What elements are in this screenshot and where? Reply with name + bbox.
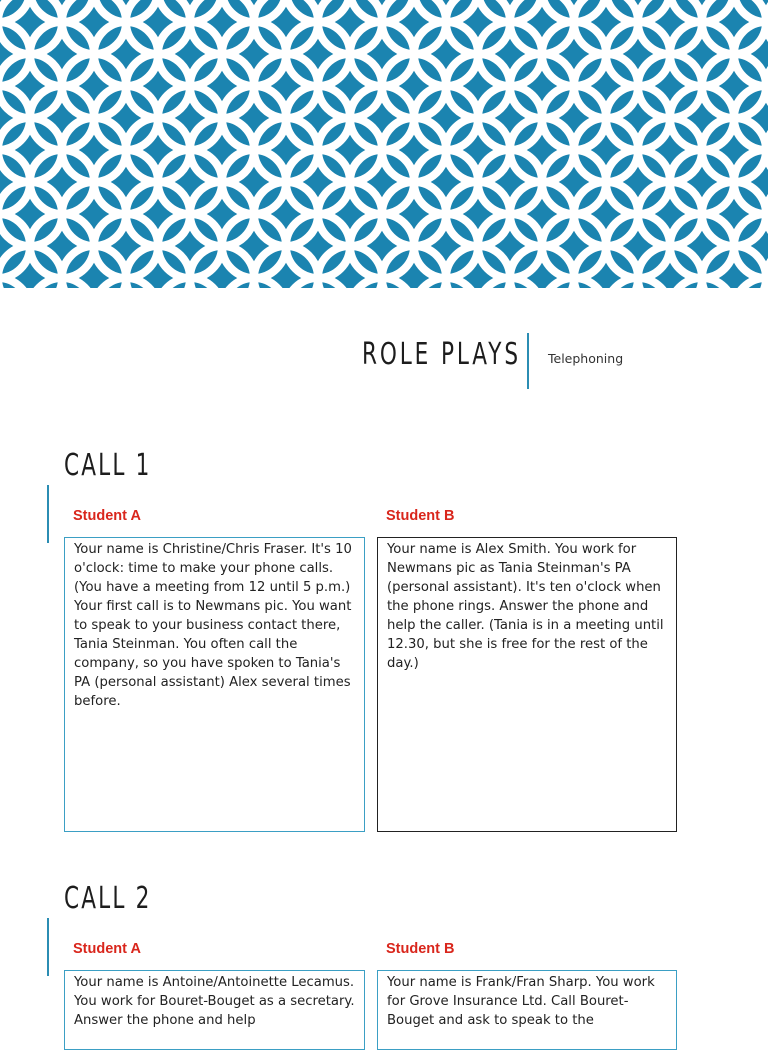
call-2-student-b-label: Student B	[386, 941, 455, 957]
call-1-accent-bar	[47, 485, 49, 543]
call-1-title: CALL 1	[64, 448, 152, 483]
call-1-student-a-label: Student A	[73, 508, 141, 524]
call-2-student-b-card: Your name is Frank/Fran Sharp. You work for Grove Insurance Ltd. Call Bouret-Bouget and ask to speak to the	[377, 970, 677, 1050]
page-title: ROLE PLAYS	[362, 337, 521, 372]
title-divider	[527, 333, 529, 389]
page-subtitle: Telephoning	[548, 351, 624, 366]
call-2-title: CALL 2	[64, 881, 152, 916]
call-2-student-a-label: Student A	[73, 941, 141, 957]
call-1-student-b-card: Your name is Alex Smith. You work for Newmans pic as Tania Steinman's PA (personal assistant). It's ten o'clock when the phone rings. Answer the phone and help the caller. (Tania is in a meeting until 12.30, but she is free for the rest of the day.)	[377, 537, 677, 832]
title-row	[0, 333, 768, 389]
call-1-student-a-card: Your name is Christine/Chris Fraser. It's 10 o'clock: time to make your phone calls. (You have a meeting from 12 until 5 p.m.) Your first call is to Newmans pic. You want to speak to your business contact there, Tania Steinman. You often call the company, so you have spoken to Tania's PA (personal assistant) Alex several times before.	[64, 537, 365, 832]
call-2-student-a-card: Your name is Antoine/Antoinette Lecamus. You work for Bouret-Bouget as a secretary. Answer the phone and help	[64, 970, 365, 1050]
call-1-student-b-label: Student B	[386, 508, 455, 524]
call-2-accent-bar	[47, 918, 49, 976]
circle-pattern-image	[0, 0, 768, 288]
header-banner	[0, 0, 768, 288]
